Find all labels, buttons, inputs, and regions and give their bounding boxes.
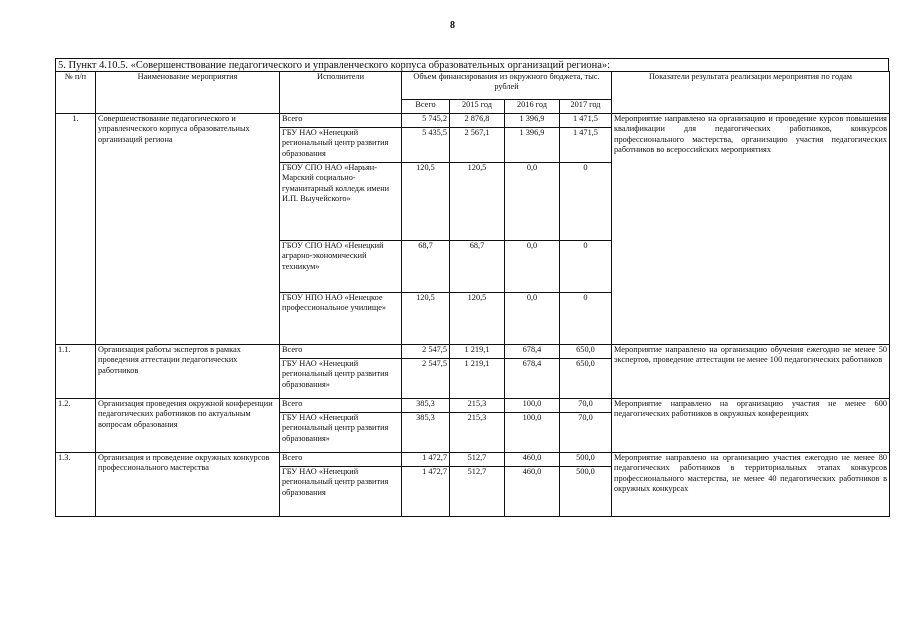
row-name: Организация и проведение окружных конкурсов профессионального мастерства xyxy=(96,453,280,517)
table-row xyxy=(56,114,890,128)
value-total: 2 547,5 xyxy=(402,359,450,399)
value-total: 2 547,5 xyxy=(402,345,450,359)
table-row xyxy=(56,453,890,467)
value-2015: 512,7 xyxy=(450,453,505,467)
value-2015: 2 876,8 xyxy=(450,114,505,128)
value-total: 120,5 xyxy=(402,163,450,241)
executor-name: ГБУ НАО «Ненецкий региональный центр развития образования xyxy=(280,467,402,517)
value-2017: 70,0 xyxy=(560,413,612,453)
executor-name: Всего xyxy=(280,399,402,413)
value-2017: 1 471,5 xyxy=(560,114,612,128)
value-2017: 650,0 xyxy=(560,345,612,359)
row-indicator: Мероприятие направлено на организацию обучения ежегодно не менее 50 экспертов, проведение аттестации не менее 100 педагогических работников xyxy=(612,345,890,399)
value-2016: 1 396,9 xyxy=(505,128,560,163)
value-2015: 120,5 xyxy=(450,293,505,345)
executor-name: Всего xyxy=(280,345,402,359)
executor-name: ГБОУ СПО НАО «Нарьян-Марский социально-гуманитарный колледж имени И.П. Выучейского» xyxy=(280,163,402,241)
value-2016: 460,0 xyxy=(505,453,560,467)
row-name: Организация проведения окружной конференции педагогических работников по актуальным вопросам образования xyxy=(96,399,280,453)
row-num: 1.1. xyxy=(56,345,96,399)
executor-name: Всего xyxy=(280,453,402,467)
value-total: 1 472,7 xyxy=(402,453,450,467)
executor-name: ГБОУ НПО НАО «Ненецкое профессиональное училище» xyxy=(280,293,402,345)
value-2015: 215,3 xyxy=(450,399,505,413)
value-total: 1 472,7 xyxy=(402,467,450,517)
header-indicators: Показатели результата реализации мероприятия по годам xyxy=(612,72,890,114)
value-total: 385,3 xyxy=(402,413,450,453)
row-indicator: Мероприятие направлено на организацию участия ежегодно не менее 80 педагогических работников в территориальных этапах конкурсов профессионального мастерства, не менее 40 педагогических работников в окружных конкурсах xyxy=(612,453,890,517)
value-2016: 678,4 xyxy=(505,359,560,399)
row-num: 1. xyxy=(56,114,96,345)
value-2016: 0,0 xyxy=(505,241,560,293)
executor-name: ГБУ НАО «Ненецкий региональный центр развития образования xyxy=(280,128,402,163)
header-2015: 2015 год xyxy=(450,100,505,114)
value-2016: 1 396,9 xyxy=(505,114,560,128)
value-2016: 100,0 xyxy=(505,413,560,453)
value-2017: 650,0 xyxy=(560,359,612,399)
value-total: 385,3 xyxy=(402,399,450,413)
value-2015: 1 219,1 xyxy=(450,345,505,359)
value-2015: 1 219,1 xyxy=(450,359,505,399)
value-2015: 2 567,1 xyxy=(450,128,505,163)
header-executors: Исполнители xyxy=(280,72,402,114)
activities-table xyxy=(55,71,890,517)
table-row xyxy=(56,345,890,359)
value-total: 68,7 xyxy=(402,241,450,293)
header-2017: 2017 год xyxy=(560,100,612,114)
section-title: 5. Пункт 4.10.5. «Совершенствование педагогического и управленческого корпуса образовательных организаций региона»: xyxy=(55,58,889,72)
table-row xyxy=(56,399,890,413)
value-total: 5 745,2 xyxy=(402,114,450,128)
header-total: Всего xyxy=(402,100,450,114)
value-2016: 0,0 xyxy=(505,163,560,241)
value-2017: 0 xyxy=(560,163,612,241)
row-num: 1.3. xyxy=(56,453,96,517)
row-name: Совершенствование педагогического и управленческого корпуса образовательных организаций региона xyxy=(96,114,280,345)
executor-name: ГБУ НАО «Ненецкий региональный центр развития образования» xyxy=(280,359,402,399)
value-total: 5 435,5 xyxy=(402,128,450,163)
header-num: № п/п xyxy=(56,72,96,114)
value-2016: 678,4 xyxy=(505,345,560,359)
header-2016: 2016 год xyxy=(505,100,560,114)
value-2015: 120,5 xyxy=(450,163,505,241)
row-num: 1.2. xyxy=(56,399,96,453)
page-number: 8 xyxy=(450,20,455,31)
value-total: 120,5 xyxy=(402,293,450,345)
executor-name: ГБОУ СПО НАО «Ненецкий аграрно-экономический техникум» xyxy=(280,241,402,293)
header-name: Наименование мероприятия xyxy=(96,72,280,114)
value-2017: 500,0 xyxy=(560,453,612,467)
value-2017: 70,0 xyxy=(560,399,612,413)
executor-name: Всего xyxy=(280,114,402,128)
value-2016: 0,0 xyxy=(505,293,560,345)
value-2017: 0 xyxy=(560,293,612,345)
value-2015: 68,7 xyxy=(450,241,505,293)
value-2016: 100,0 xyxy=(505,399,560,413)
value-2017: 0 xyxy=(560,241,612,293)
executor-name: ГБУ НАО «Ненецкий региональный центр развития образования» xyxy=(280,413,402,453)
row-indicator: Мероприятие направлено на организацию участия не менее 600 педагогических работников в окружных конференциях xyxy=(612,399,890,453)
value-2017: 1 471,5 xyxy=(560,128,612,163)
value-2015: 512,7 xyxy=(450,467,505,517)
value-2017: 500,0 xyxy=(560,467,612,517)
header-financing: Объем финансирования из окружного бюджета, тыс. рублей xyxy=(402,72,612,100)
row-indicator: Мероприятие направлено на организацию и проведение курсов повышения квалификации для педагогических работников, конкурсов профессионального мастерства, организацию участия педагогических работников во всероссийских мероприятиях xyxy=(612,114,890,345)
value-2015: 215,3 xyxy=(450,413,505,453)
value-2016: 460,0 xyxy=(505,467,560,517)
row-name: Организация работы экспертов в рамках проведения аттестации педагогических работников xyxy=(96,345,280,399)
